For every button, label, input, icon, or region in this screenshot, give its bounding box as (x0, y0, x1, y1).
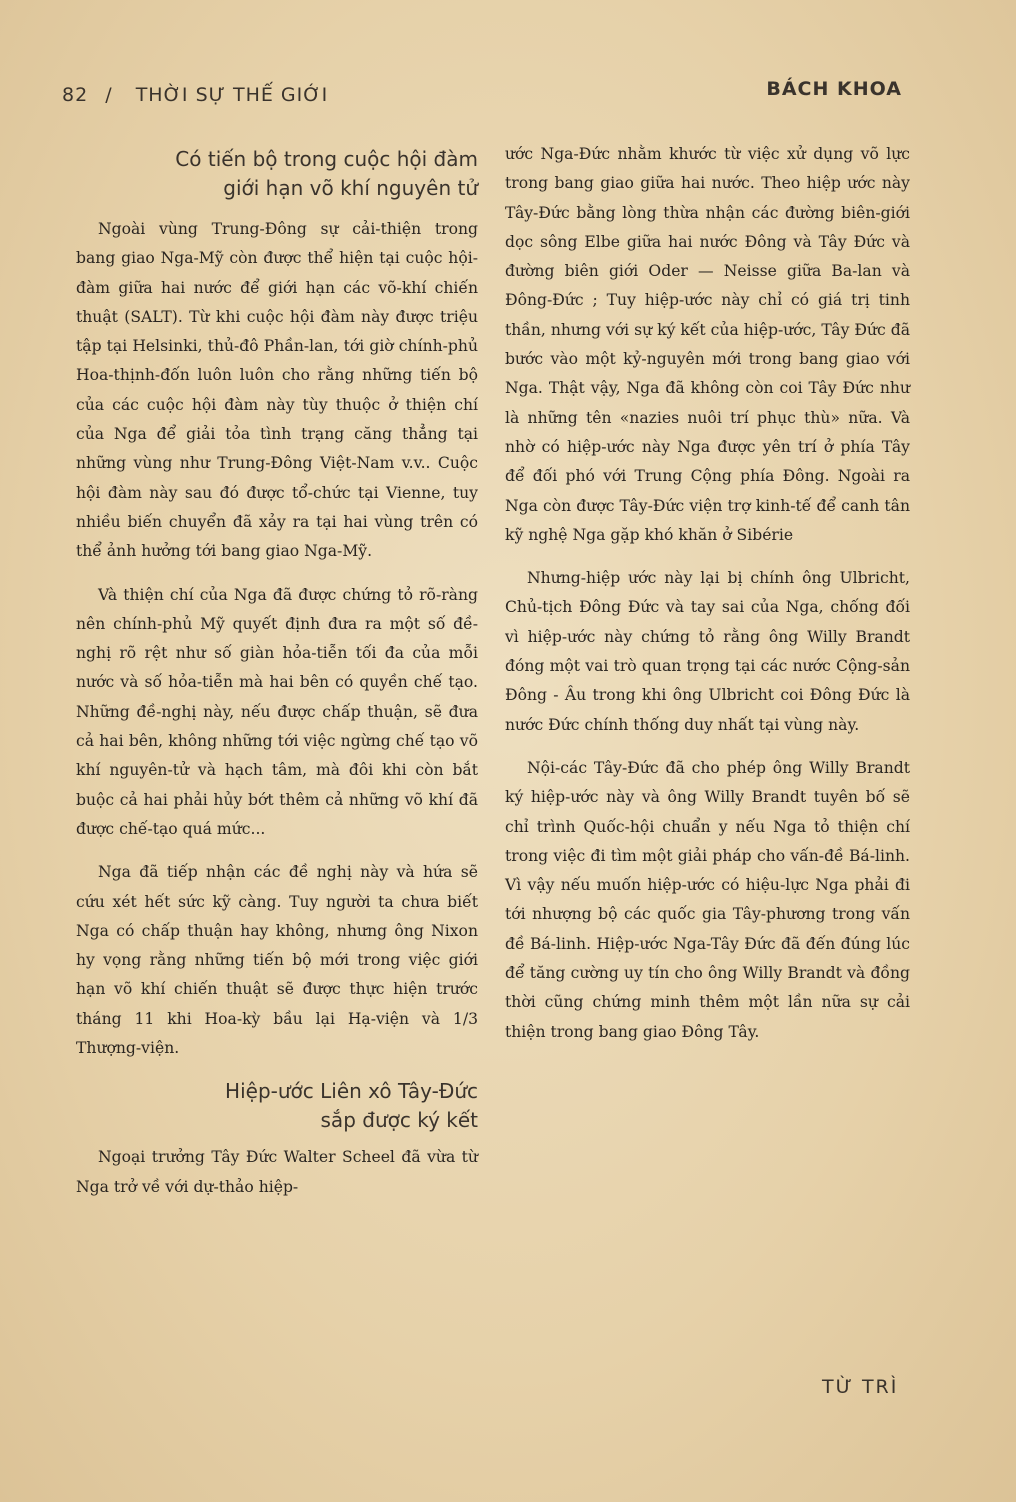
article-heading-1 (76, 145, 478, 203)
magazine-name: BÁCH KHOA (766, 78, 902, 100)
page-number: 82 (62, 84, 89, 106)
left-column (76, 145, 478, 1216)
page-header-left (62, 84, 328, 106)
paragraph: Và thiện chí của Nga đã được chứng tỏ rõ-ràng nên chính-phủ Mỹ quyết định đưa ra một số đề-nghị rõ rệt như số giàn hỏa-tiễn tối đa của mỗi nước và số hỏa-tiễn mà hai bên có quyền chế tạo. Những đề-nghị này, nếu được chấp thuận, sẽ đưa cả hai bên, không những tới việc ngừng chế tạo võ khí nguyên-tử và hạch tâm, mà đôi khi còn bắt buộc cả hai phải hủy bớt thêm cả những võ khí đã được chế-tạo quá mức... (76, 585, 478, 838)
author-signature: TỪ TRÌ (822, 1376, 899, 1398)
heading-2-line-1: Hiệp-ước Liên xô Tây-Đức (225, 1079, 478, 1104)
heading-1-line-2: giới hạn võ khí nguyên tử (223, 176, 478, 200)
heading-2-line-2: sắp được ký kết (320, 1108, 478, 1133)
paragraph: Ngoài vùng Trung-Đông sự cải-thiện trong bang giao Nga-Mỹ còn được thể hiện tại cuộc hội-đàm giữa hai nước để giới hạn các võ-khí chiến thuật (SALT). Từ khi cuộc hội đàm này được triệu tập tại Helsinki, thủ-đô Phần-lan, tới giờ chính-phủ Hoa-thịnh-đốn luôn luôn cho rằng những tiến bộ của các cuộc hội đàm này tùy thuộc ở thiện chí của Nga để giải tỏa tình trạng căng thẳng tại những vùng như Trung-Đông Việt-Nam v.v.. Cuộc hội đàm này sau đó được tổ-chức tại Vienne, tuy nhiều biến chuyển đã xảy ra tại hai vùng trên có thể ảnh hưởng tới bang giao Nga-Mỹ. (76, 220, 478, 561)
section-title: THỜI SỰ THẾ GIỚI (135, 84, 329, 106)
paragraph-continued: ước Nga-Đức nhằm khước từ việc xử dụng võ lực trong bang giao giữa hai nước. Theo hiệp ước này Tây-Đức bằng lòng thừa nhận các đường biên-giới dọc sông Elbe giữa hai nước Đông và Tây Đức và đường biên giới Oder — Neisse giữa Ba-lan và Đông-Đức ; Tuy hiệp-ước này chỉ có giá trị tinh thần, nhưng với sự ký kết của hiệp-ước, Tây Đức đã bước vào một kỷ-nguyên mới trong bang giao với Nga. Thật vậy, Nga đã không còn coi Tây Đức như là những tên «nazies nuôi trí phục thù» nữa. Và nhờ có hiệp-ước này Nga được yên trí ở phía Tây để đối phó với Trung Cộng phía Đông. Ngoài ra Nga còn được Tây-Đức viện trợ kinh-tế để canh tân kỹ nghệ Nga gặp khó khăn ở Sibérie (505, 145, 910, 544)
header-separator: / (105, 84, 113, 106)
heading-1-line-1: Có tiến bộ trong cuộc hội đàm (175, 147, 478, 171)
paragraph: Nhưng-hiệp ước này lại bị chính ông Ulbricht, Chủ-tịch Đông Đức và tay sai của Nga, chống đối vì hiệp-ước này chứng tỏ rằng ông Willy Brandt đóng một vai trò quan trọng tại các nước Cộng-sản Đông - Âu trong khi ông Ulbricht coi Đông Đức là nước Đức chính thống duy nhất tại vùng này. (505, 569, 910, 734)
paragraph: Ngoại trưởng Tây Đức Walter Scheel đã vừa từ Nga trở về với dự-thảo hiệp- (76, 1148, 478, 1196)
paragraph: Nga đã tiếp nhận các đề nghị này và hứa sẽ cứu xét hết sức kỹ càng. Tuy người ta chưa biết Nga có chấp thuận hay không, nhưng ông Nixon hy vọng rằng những tiến bộ mới trong việc giới hạn võ khí chiến thuật sẽ được thực hiện trước tháng 11 khi Hoa-kỳ bầu lại Hạ-viện và 1/3 Thượng-viện. (76, 863, 478, 1058)
right-column (505, 140, 910, 1061)
paragraph: Nội-các Tây-Đức đã cho phép ông Willy Brandt ký hiệp-ước này và ông Willy Brandt tuyên bố sẽ chỉ trình Quốc-hội chuẩn y nếu Nga tỏ thiện chí trong việc đi tìm một giải pháp cho vấn-đề Bá-linh. Vì vậy nếu muốn hiệp-ước có hiệu-lực Nga phải đi tới nhượng bộ các quốc gia Tây-phương trong vấn đề Bá-linh. Hiệp-ước Nga-Tây Đức đã đến đúng lúc để tăng cường uy tín cho ông Willy Brandt và đồng thời cũng chứng minh thêm một lần nữa sự cải thiện trong bang giao Đông Tây. (505, 758, 910, 1041)
article-heading-2 (76, 1077, 478, 1135)
